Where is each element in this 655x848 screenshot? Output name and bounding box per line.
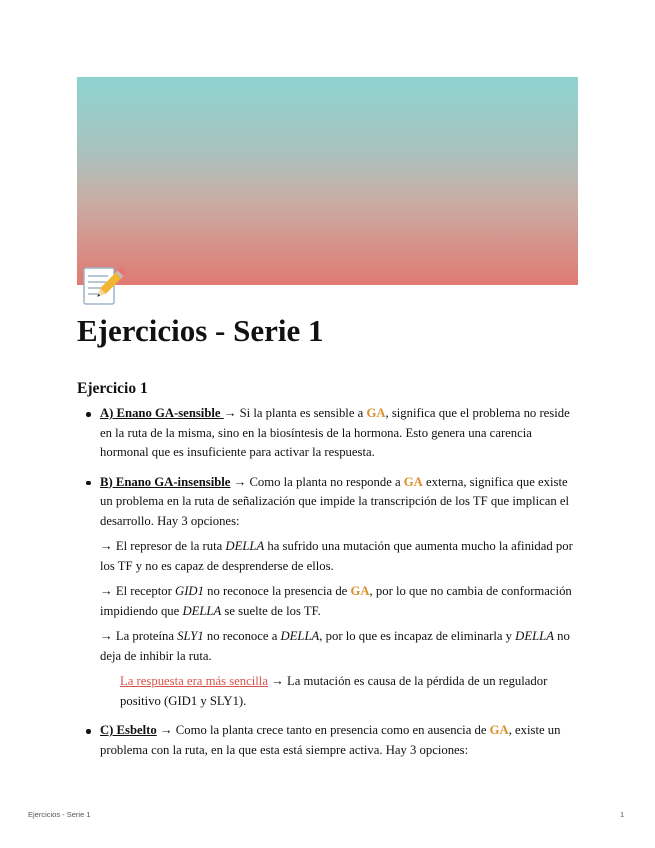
page-title: Ejercicios - Serie 1 — [77, 313, 324, 348]
ga-highlight: GA — [350, 584, 370, 598]
answer-link[interactable]: La respuesta era más sencilla — [120, 674, 268, 688]
answer-list — [77, 404, 580, 760]
answer-note: La respuesta era más sencilla → La mutación es causa de la pérdida de un regulador positivo (GID1 y SLY1). — [120, 674, 548, 708]
section-heading: Ejercicio 1 — [77, 380, 148, 397]
list-item: B) Enano GA-insensible → Como la planta no responde a GA externa, significa que existe un problema en la ruta de señalización que impide la transcripción de los TF que implican el desarrollo. Hay 3 opciones: → El represor de la ruta DELLA ha sufrido una mutación que aumenta mucho la afinidad por los TF y no es capaz de desprenderse de ellos. → El receptor GID1 no reconoce la presencia de GA, por lo que no cambia de conformación impidiendo que DELLA se suelte de los TF. → La proteína SLY1 no reconoce a DELLA, por lo que es incapaz de eliminarla y DELLA no deja de inhibir la ruta. La respuesta era más sencilla → La mutación es causa de la pérdida de un regulador positivo (GID1 y SLY1). — [77, 473, 580, 712]
list-item: A) Enano GA-sensible → Si la planta es sensible a GA, significa que el problema no reside en la ruta de la misma, sino en la biosíntesis de la hormona. Esto genera una carencia hormonal que es insuficiente para activar la respuesta. — [77, 404, 580, 463]
item-label: C) Esbelto — [100, 723, 157, 737]
exercise-content — [77, 404, 580, 770]
ga-highlight: GA — [366, 406, 386, 420]
footer-title: Ejercicios - Serie 1 — [28, 810, 91, 819]
item-label: B) Enano GA-insensible — [100, 474, 231, 489]
list-item: C) Esbelto → Como la planta crece tanto en presencia como en ausencia de GA, existe un problema con la ruta, en la que esta está siempre activa. Hay 3 opciones: — [77, 721, 580, 760]
option-paragraph: → El receptor GID1 no reconoce la presencia de GA, por lo que no cambia de conformación impidiendo que DELLA se suelte de los TF. — [100, 584, 572, 618]
item-label: A) Enano GA-sensible — [100, 406, 224, 420]
ga-highlight: GA — [403, 474, 423, 489]
option-paragraph: → El represor de la ruta DELLA ha sufrido una mutación que aumenta mucho la afinidad por los TF y no es capaz de desprenderse de ellos. — [100, 539, 573, 573]
memo-pencil-icon — [80, 262, 126, 308]
cover-image — [77, 77, 578, 285]
page-number: 1 — [620, 810, 625, 819]
ga-highlight: GA — [489, 723, 509, 737]
option-paragraph: → La proteína SLY1 no reconoce a DELLA, por lo que es incapaz de eliminarla y DELLA no deja de inhibir la ruta. — [100, 629, 570, 663]
